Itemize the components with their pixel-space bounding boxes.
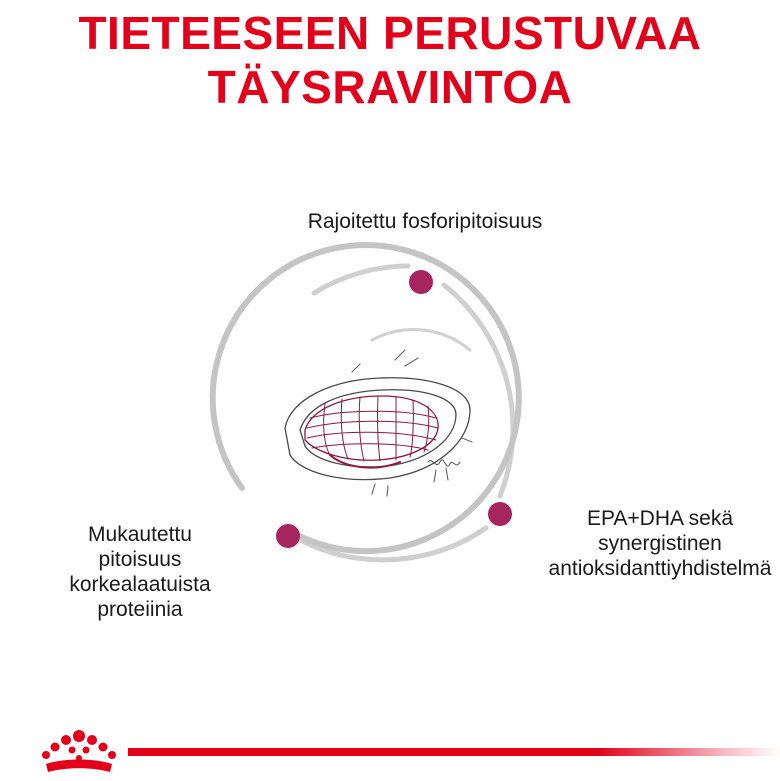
benefit-protein-line-2: pitoisuus [98,548,182,571]
benefit-protein [20,522,260,622]
crown-logo-icon [34,728,124,781]
benefit-phosphorus [240,209,610,234]
dot-left [276,524,300,548]
benefit-phosphorus-text: Rajoitettu fosforipitoisuus [307,210,543,233]
benefit-protein-line-1: Mukautettu [88,523,192,546]
benefit-protein-line-4: proteiinia [97,598,183,621]
dot-right [488,502,512,526]
inner-ring [213,245,519,551]
headline-line-2: TÄYSRAVINTOA [207,61,573,113]
headline-line-1: TIETEESEEN PERUSTUVAA [78,7,702,59]
benefit-protein-line-3: korkealaatuista [69,573,211,596]
inner-ring-gap-marks [372,330,470,350]
footer-brand-bar [128,748,780,756]
benefit-epa-dha-line-3: antioksidanttiyhdistelmä [548,557,772,580]
benefit-epa-dha-line-1: EPA+DHA sekä [586,507,734,530]
dot-top [409,270,433,294]
cat-bed-with-sleeping-cat-sketch-icon [285,350,472,496]
benefit-epa-dha-line-2: synergistinen [598,532,722,555]
benefit-epa-dha [545,506,775,581]
